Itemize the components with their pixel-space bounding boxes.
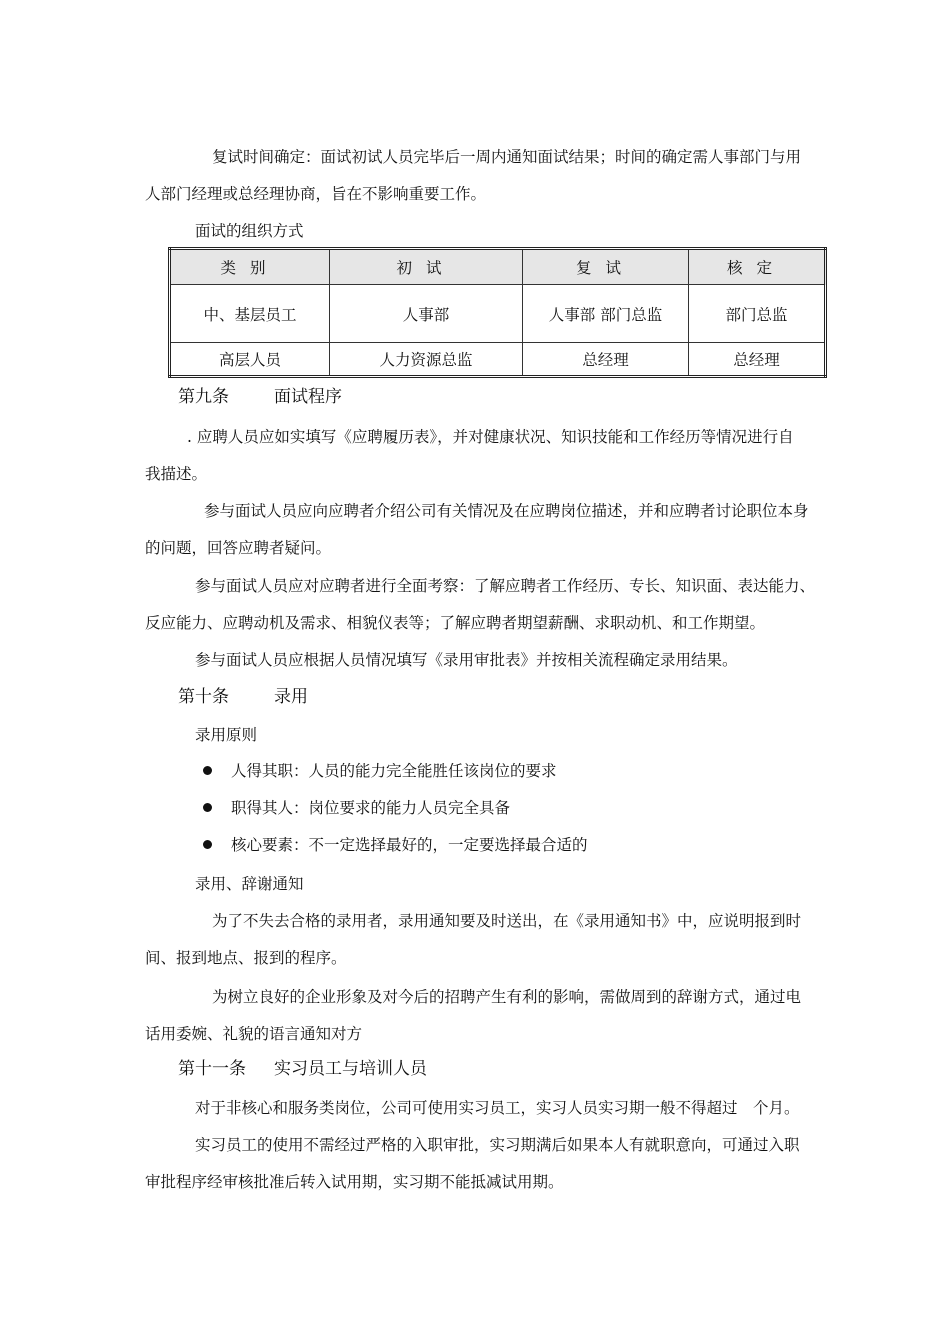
list-item: 职得其人：岗位要求的能力人员完全具备: [231, 799, 511, 817]
interview-organization-table: [168, 247, 827, 378]
table-cell: 人事部 部门总监: [523, 285, 689, 342]
article-title: 录用: [274, 687, 308, 707]
notice-label: 录用、辞谢通知: [195, 875, 304, 893]
paragraph-introduce: 参与面试人员应向应聘者介绍公司有关情况及在应聘岗位描述，并和应聘者讨论职位本身: [204, 502, 809, 520]
table-cell: 人力资源总监: [330, 342, 523, 376]
bullet-dot: [203, 766, 212, 775]
list-item: 人得其职：人员的能力完全能胜任该岗位的要求: [231, 762, 557, 780]
paragraph-resume-cont: 我描述。: [145, 465, 208, 483]
table-row: [170, 342, 826, 376]
header-approval: 核定: [689, 249, 826, 285]
table-header-row: [170, 249, 826, 285]
table-cell: 人事部: [330, 285, 523, 342]
paragraph-intern-approval: 实习员工的使用不需经过严格的入职审批，实习期满后如果本人有就职意向，可通过入职: [195, 1136, 800, 1154]
article-10-heading: [178, 686, 308, 708]
list-item: 核心要素：不一定选择最好的，一定要选择最合适的: [231, 836, 588, 854]
paragraph-examine: 参与面试人员应对应聘者进行全面考察：了解应聘者工作经历、专长、知识面、表达能力、: [195, 577, 816, 595]
paragraph-retest-time-cont: 人部门经理或总经理协商，旨在不影响重要工作。: [145, 185, 487, 203]
article-number: 第十一条: [178, 1059, 246, 1079]
article-title: 面试程序: [274, 387, 342, 407]
paragraph-intern-approval-cont: 审批程序经审核批准后转入试用期，实习期不能抵减试用期。: [145, 1173, 564, 1191]
bullet-dot: [203, 840, 212, 849]
table-caption: 面试的组织方式: [195, 222, 304, 240]
paragraph-offer-notice: 为了不失去合格的录用者，录用通知要及时送出，在《录用通知书》中，应说明报到时: [212, 912, 802, 930]
table-cell: 总经理: [689, 342, 826, 376]
article-number: 第十条: [178, 687, 229, 707]
paragraph-approval-form: 参与面试人员应根据人员情况填写《录用审批表》并按相关流程确定录用结果。: [195, 651, 738, 669]
article-11-heading: [178, 1058, 427, 1080]
paragraph-retest-time: 复试时间确定：面试初试人员完毕后一周内通知面试结果；时间的确定需人事部门与用: [212, 148, 802, 166]
principle-label: 录用原则: [195, 726, 258, 744]
table-cell: 高层人员: [170, 342, 330, 376]
header-second-interview: 复试: [523, 249, 689, 285]
table-cell: 中、基层员工: [170, 285, 330, 342]
paragraph-offer-notice-cont: 间、报到地点、报到的程序。: [145, 949, 347, 967]
article-9-heading: [178, 386, 342, 408]
table-row: [170, 285, 826, 342]
header-category: 类别: [170, 249, 330, 285]
article-number: 第九条: [178, 387, 229, 407]
article-title: 实习员工与培训人员: [274, 1059, 427, 1079]
bullet-dot: [203, 803, 212, 812]
paragraph-examine-cont: 反应能力、应聘动机及需求、相貌仪表等；了解应聘者期望薪酬、求职动机、和工作期望。: [145, 614, 766, 632]
paragraph-resume: . 应聘人员应如实填写《应聘履历表》，并对健康状况、知识技能和工作经历等情况进行自: [187, 428, 794, 446]
table-cell: 总经理: [523, 342, 689, 376]
paragraph-decline-notice: 为树立良好的企业形象及对今后的招聘产生有利的影响，需做周到的辞谢方式，通过电: [212, 988, 802, 1006]
paragraph-decline-notice-cont: 话用委婉、礼貌的语言通知对方: [145, 1025, 363, 1043]
paragraph-intern-usage: 对于非核心和服务类岗位，公司可使用实习员工，实习人员实习期一般不得超过 个月。: [195, 1099, 800, 1117]
table-cell: 部门总监: [689, 285, 826, 342]
paragraph-introduce-cont: 的问题，回答应聘者疑问。: [145, 539, 332, 557]
header-first-interview: 初试: [330, 249, 523, 285]
